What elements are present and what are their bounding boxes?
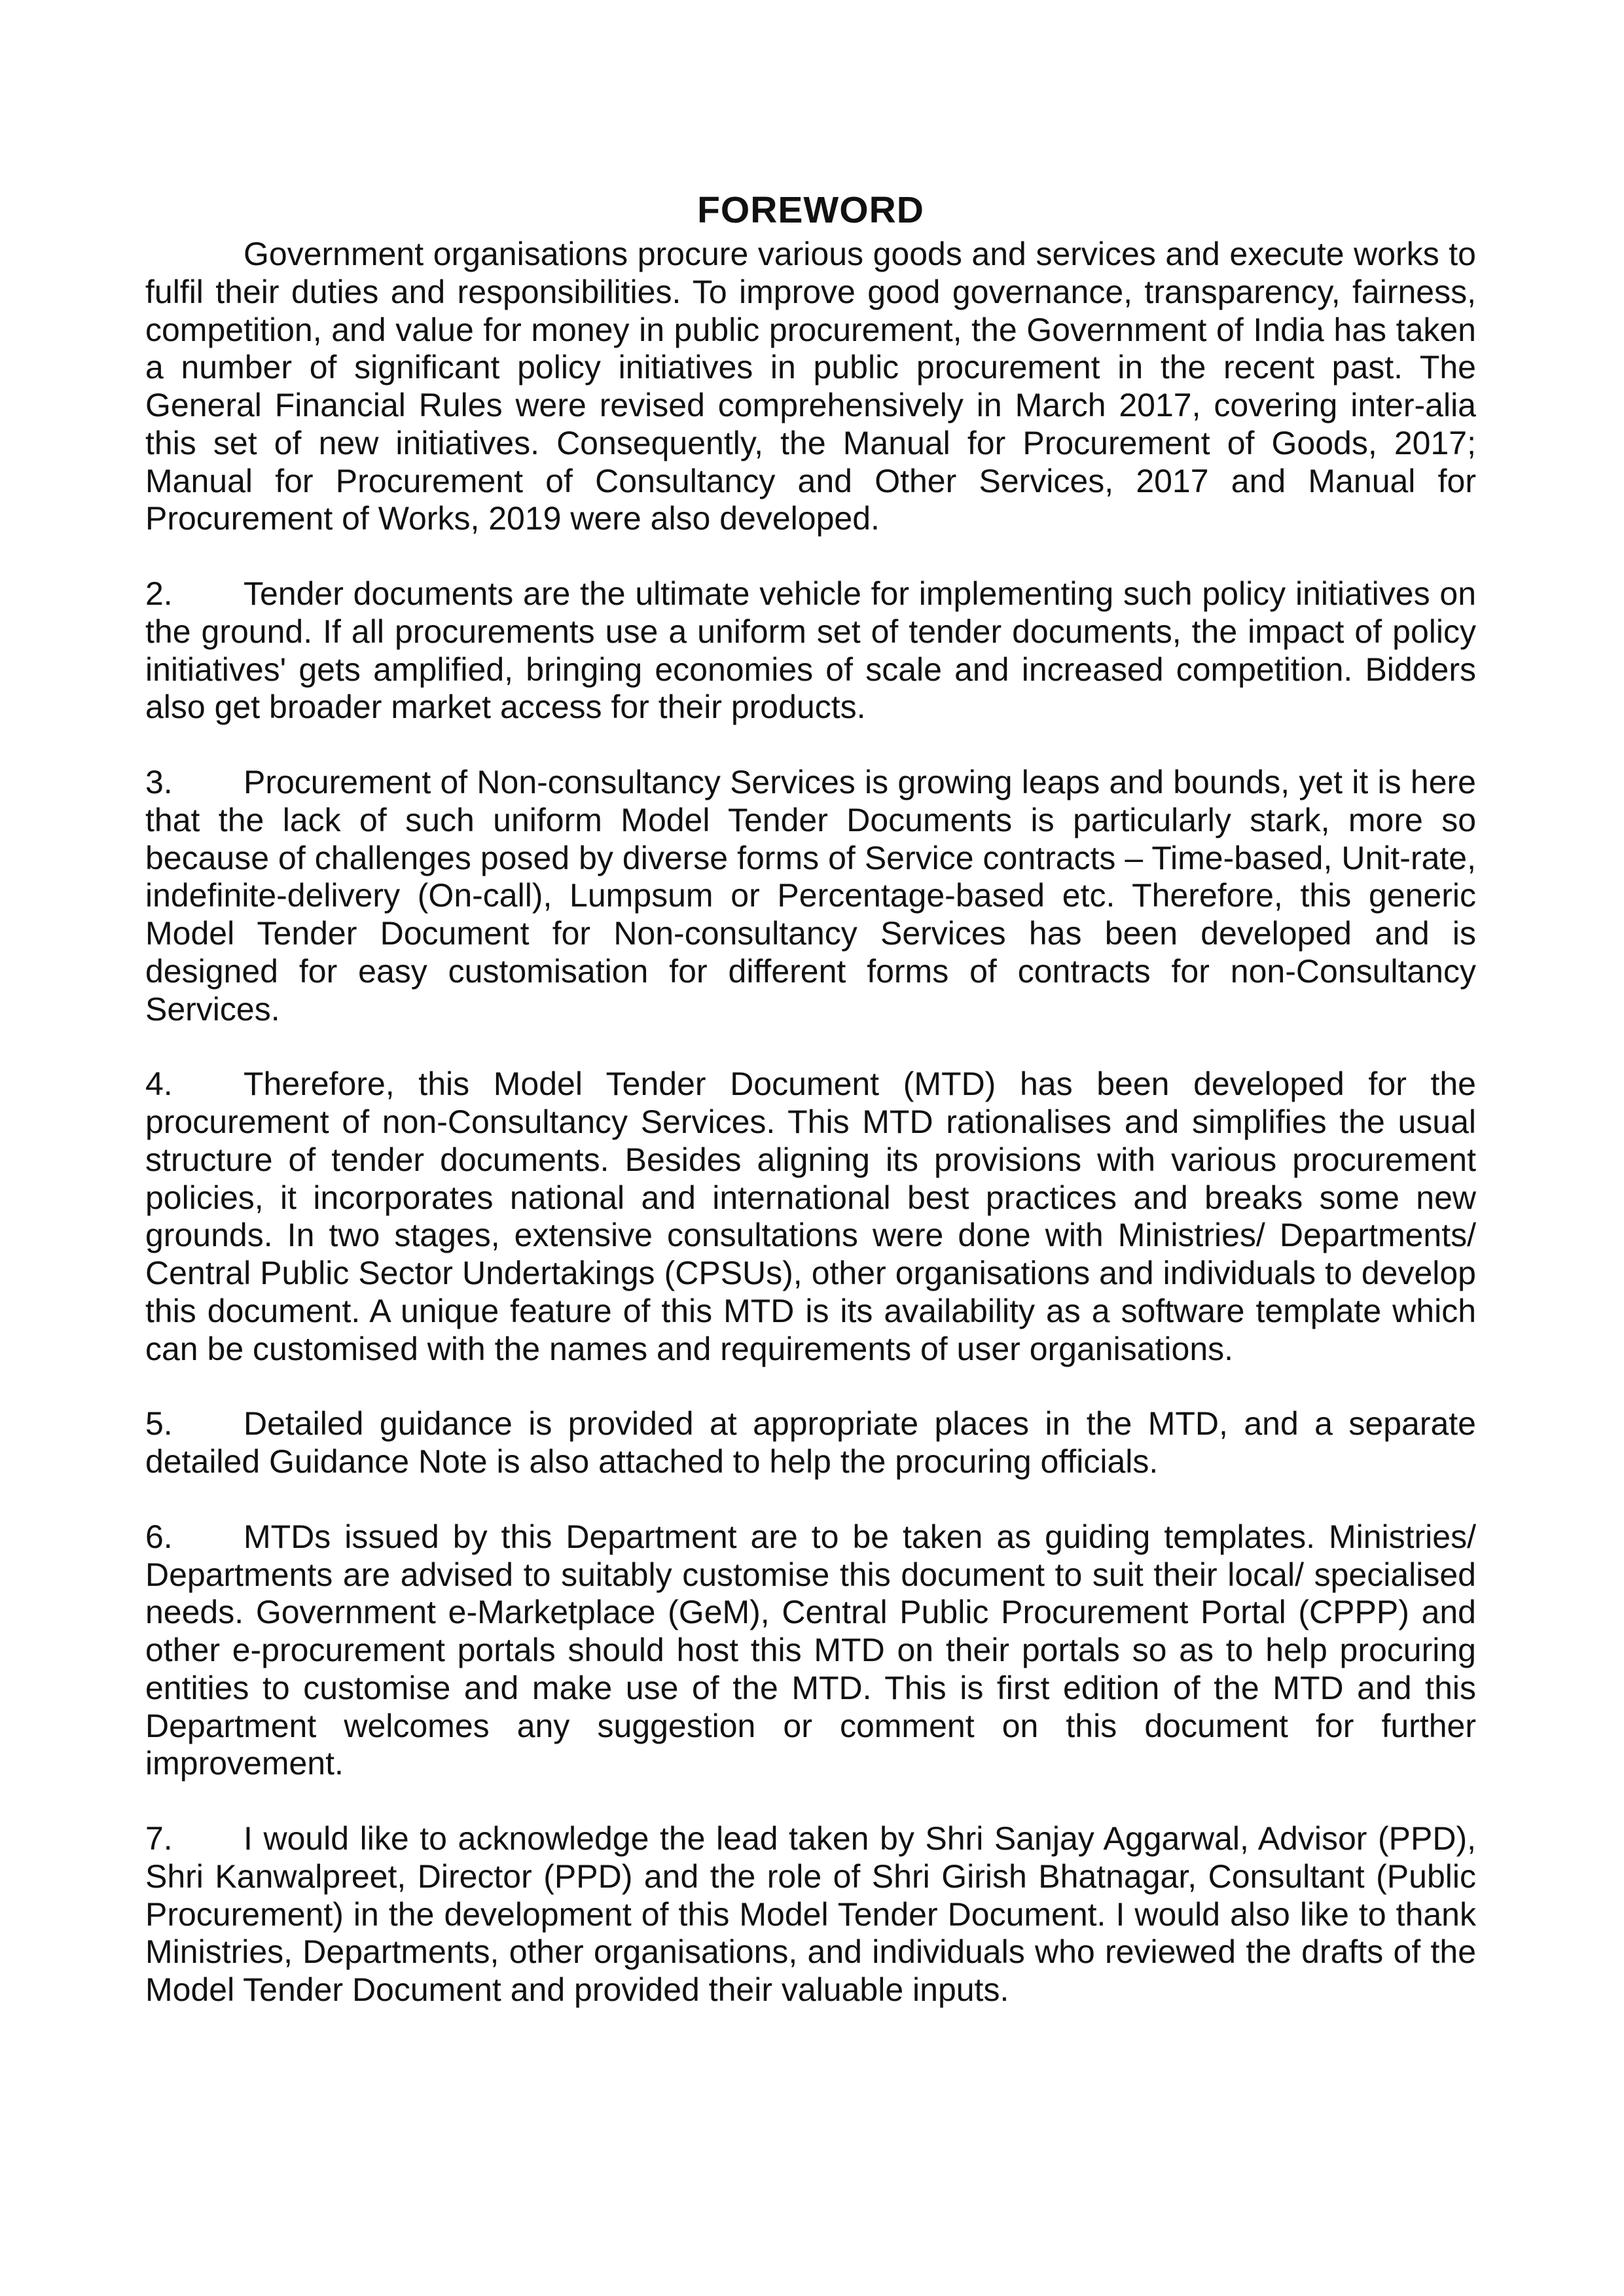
paragraph-number: 7. xyxy=(145,1820,173,1857)
paragraph-text: Procurement of Non-consultancy Services is growing leaps and bounds, yet it is here that the lack of such uniform Model Tender Documents is particularly stark, more so because of challenges posed by diverse forms of Service contracts – Time-based, Unit-rate, indefinite-delivery (On-call), Lumpsum or Percentage-based etc. Therefore, this generic Model Tender Document for Non-consultancy Services has been developed and is designed for easy customisation for different forms of contracts for non-Consultancy Services. xyxy=(145,764,1476,1028)
paragraph-text: Government organisations procure various goods and services and execute works to fulfil their duties and responsibilities. To improve good governance, transparency, fairness, competition, and value for money in public procurement, the Government of India has taken a number of significant policy initiatives in public procurement in the recent past. The General Financial Rules were revised comprehensively in March 2017, covering inter-alia this set of new initiatives. Consequently, the Manual for Procurement of Goods, 2017; Manual for Procurement of Consultancy and Other Services, 2017 and Manual for Procurement of Works, 2019 were also developed. xyxy=(145,236,1476,537)
paragraph-number: 2. xyxy=(145,575,173,612)
paragraph-1 xyxy=(145,236,1476,538)
paragraph-6 xyxy=(145,1518,1476,1783)
paragraph-text: I would like to acknowledge the lead taken by Shri Sanjay Aggarwal, Advisor (PPD), Shri Kanwalpreet, Director (PPD) and the role of Shri Girish Bhatnagar, Consultant (Public Procurement) in the development of this Model Tender Document. I would also like to thank Ministries, Departments, other organisations, and individuals who reviewed the drafts of the Model Tender Document and provided their valuable inputs. xyxy=(145,1820,1476,2008)
paragraph-number: 4. xyxy=(145,1066,173,1103)
paragraph-text: Detailed guidance is provided at appropriate places in the MTD, and a separate detailed Guidance Note is also attached to help the procuring officials. xyxy=(145,1405,1476,1480)
paragraph-number: 3. xyxy=(145,764,173,800)
paragraph-3 xyxy=(145,764,1476,1028)
paragraph-number: 6. xyxy=(145,1518,173,1555)
paragraph-text: MTDs issued by this Department are to be taken as guiding templates. Ministries/ Departments are advised to suitably customise this document to suit their local/ specialised needs. Government e-Marketplace (GeM), Central Public Procurement Portal (CPPP) and other e-procurement portals should host this MTD on their portals so as to help procuring entities to customise and make use of the MTD. This is first edition of the MTD and this Department welcomes any suggestion or comment on this document for further improvement. xyxy=(145,1518,1476,1782)
paragraph-text: Therefore, this Model Tender Document (MTD) has been developed for the procurement of non-Consultancy Services. This MTD rationalises and simplifies the usual structure of tender documents. Besides aligning its provisions with various procurement policies, it incorporates national and international best practices and breaks some new grounds. In two stages, extensive consultations were done with Ministries/ Departments/ Central Public Sector Undertakings (CPSUs), other organisations and individuals to develop this document. A unique feature of this MTD is its availability as a software template which can be customised with the names and requirements of user organisations. xyxy=(145,1066,1476,1367)
paragraph-7 xyxy=(145,1820,1476,2009)
paragraph-5 xyxy=(145,1405,1476,1481)
paragraph-4 xyxy=(145,1066,1476,1368)
paragraph-text: Tender documents are the ultimate vehicle for implementing such policy initiatives on the ground. If all procurements use a uniform set of tender documents, the impact of policy initiatives' gets amplified, bringing economies of scale and increased competition. Bidders also get broader market access for their products. xyxy=(145,575,1476,726)
page-title: FOREWORD xyxy=(697,189,924,231)
paragraph-number: 5. xyxy=(145,1405,173,1443)
paragraph-2 xyxy=(145,575,1476,726)
